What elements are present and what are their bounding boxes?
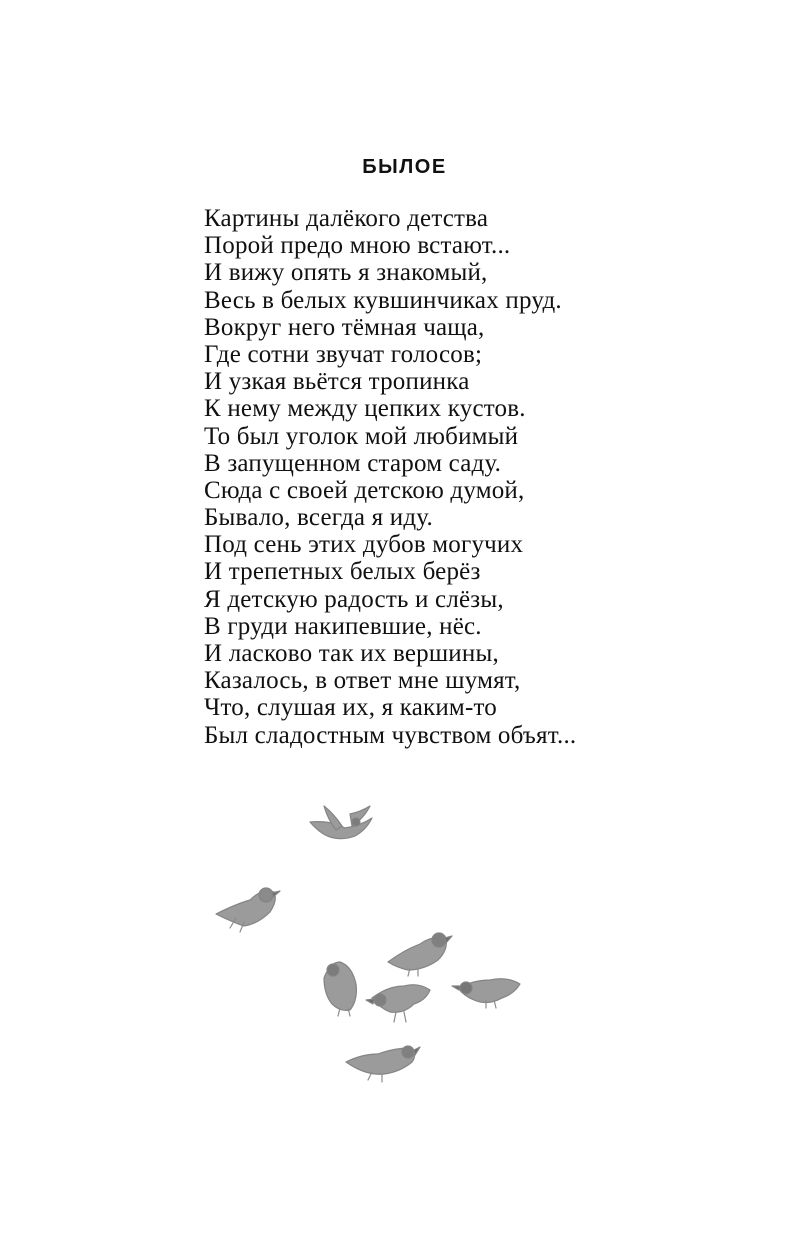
sparrow-pecking bbox=[324, 962, 356, 1016]
poem-line: Сюда с своей детскою думой, bbox=[204, 476, 525, 504]
poem-line: Где сотни звучат голосов; bbox=[204, 340, 483, 368]
poem-line: И ласково так их вершины, bbox=[204, 640, 499, 667]
poem-line: Весь в белых кувшинчиках пруд. bbox=[204, 286, 562, 314]
poem-line: То был уголок мой любимый bbox=[204, 422, 519, 450]
poem-line: Я детскую радость и слёзы, bbox=[204, 585, 504, 613]
poem-line: Вокруг него тёмная чаща, bbox=[204, 313, 485, 341]
poem-line: Был сладостным чувством объят... bbox=[204, 721, 577, 749]
poem-line: К нему между цепких кустов. bbox=[204, 395, 526, 423]
poem-line: Казалось, в ответ мне шумят, bbox=[204, 667, 521, 695]
poem-title: БЫЛОЕ bbox=[362, 156, 447, 178]
poem-line: И узкая вьётся тропинка bbox=[204, 368, 470, 396]
sparrow-middle bbox=[366, 985, 430, 1022]
poem-line: Картины далёкого детства bbox=[204, 205, 489, 232]
poem-line: Бывало, всегда я иду. bbox=[204, 504, 433, 532]
sparrow-left bbox=[216, 888, 280, 932]
sparrow-bottom bbox=[346, 1046, 420, 1082]
poem-line: Под сень этих дубов могучих bbox=[204, 531, 524, 559]
sparrow-flying-top bbox=[310, 806, 372, 839]
sparrow-center bbox=[388, 933, 452, 976]
poem-line: Порой предо мною встают... bbox=[204, 232, 511, 260]
poem-line: В запущенном старом саду. bbox=[204, 449, 502, 477]
poem-line: И трепетных белых берёз bbox=[204, 558, 481, 586]
sparrow-right bbox=[452, 979, 520, 1008]
poem-line: В груди накипевшие, нёс. bbox=[204, 612, 482, 640]
poem-line: И вижу опять я знакомый, bbox=[204, 259, 488, 287]
poem-line: Что, слушая их, я каким-то bbox=[204, 694, 497, 722]
